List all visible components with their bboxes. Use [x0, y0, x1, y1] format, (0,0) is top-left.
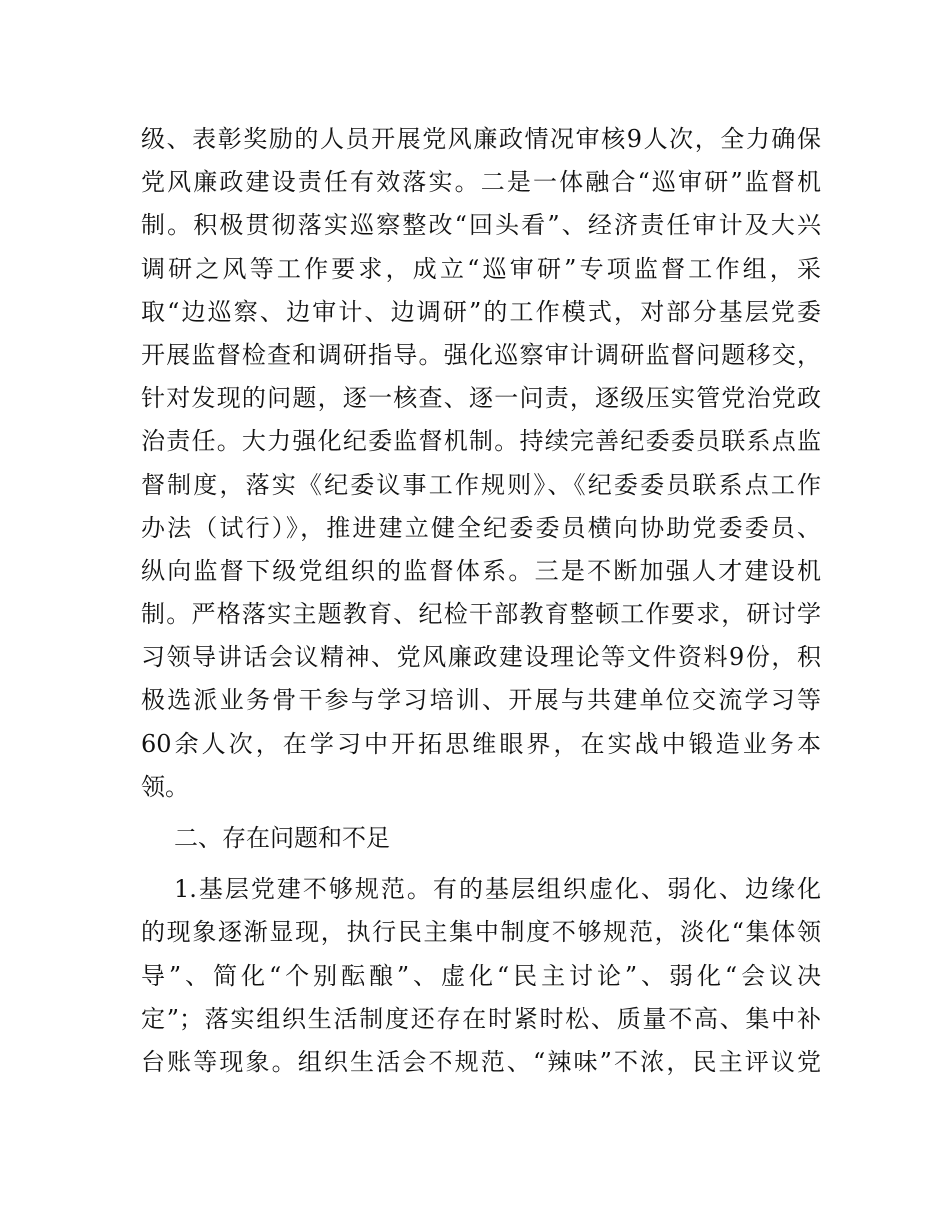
text-line: 纵向监督下级党组织的监督体系。三是不断加强人才建设机: [141, 556, 821, 585]
text-line: 取“边巡察、边审计、边调研”的工作模式，对部分基层党委: [141, 297, 821, 326]
text-line: 针对发现的问题，逐一核查、逐一问责，逐级压实管党治党政: [141, 384, 821, 413]
text-line: 治责任。大力强化纪委监督机制。持续完善纪委委员联系点监: [141, 427, 821, 456]
text-line: 督制度，落实《纪委议事工作规则》、《纪委委员联系点工作: [141, 470, 821, 499]
text-line: 60余人次，在学习中开拓思维眼界，在实战中锻造业务本: [141, 729, 821, 758]
section-heading: [141, 817, 821, 860]
body-text: [141, 118, 821, 1084]
text-line: 党风廉政建设责任有效落实。二是一体融合“巡审研”监督机: [141, 168, 821, 197]
text-line: 制。严格落实主题教育、纪检干部教育整顿工作要求，研讨学: [141, 600, 821, 629]
text-line: 级、表彰奖励的人员开展党风廉政情况审核9人次，全力确保: [141, 125, 821, 153]
paragraph-problems: [141, 868, 821, 1084]
text-line: 习领导讲话会议精神、党风廉政建设理论等文件资料9份，积: [141, 643, 821, 672]
text-line: 导”、简化“个别酝酿”、虚化“民主讨论”、弱化“会议决: [141, 961, 821, 990]
section-heading-text: 二、存在问题和不足: [174, 824, 390, 852]
text-line: 领。: [141, 772, 189, 801]
text-line: 的现象逐渐显现，执行民主集中制度不够规范，淡化“集体领: [141, 918, 821, 947]
text-line: 制。积极贯彻落实巡察整改“回头看”、经济责任审计及大兴: [141, 211, 821, 240]
text-line: 极选派业务骨干参与学习培训、开展与共建单位交流学习等: [141, 686, 821, 715]
text-line: 台账等现象。组织生活会不规范、“辣味”不浓，民主评议党: [141, 1047, 821, 1076]
text-line: 办法（试行）》，推进建立健全纪委委员横向协助党委委员、: [141, 513, 821, 542]
text-line: 1.基层党建不够规范。有的基层组织虚化、弱化、边缘化: [174, 875, 821, 904]
paragraph-achievements: [141, 118, 821, 809]
text-line: 调研之风等工作要求，成立“巡审研”专项监督工作组，采: [141, 254, 821, 283]
text-line: 开展监督检查和调研指导。强化巡察审计调研监督问题移交，: [141, 340, 821, 369]
text-line: 定”；落实组织生活制度还存在时紧时松、质量不高、集中补: [141, 1004, 821, 1033]
